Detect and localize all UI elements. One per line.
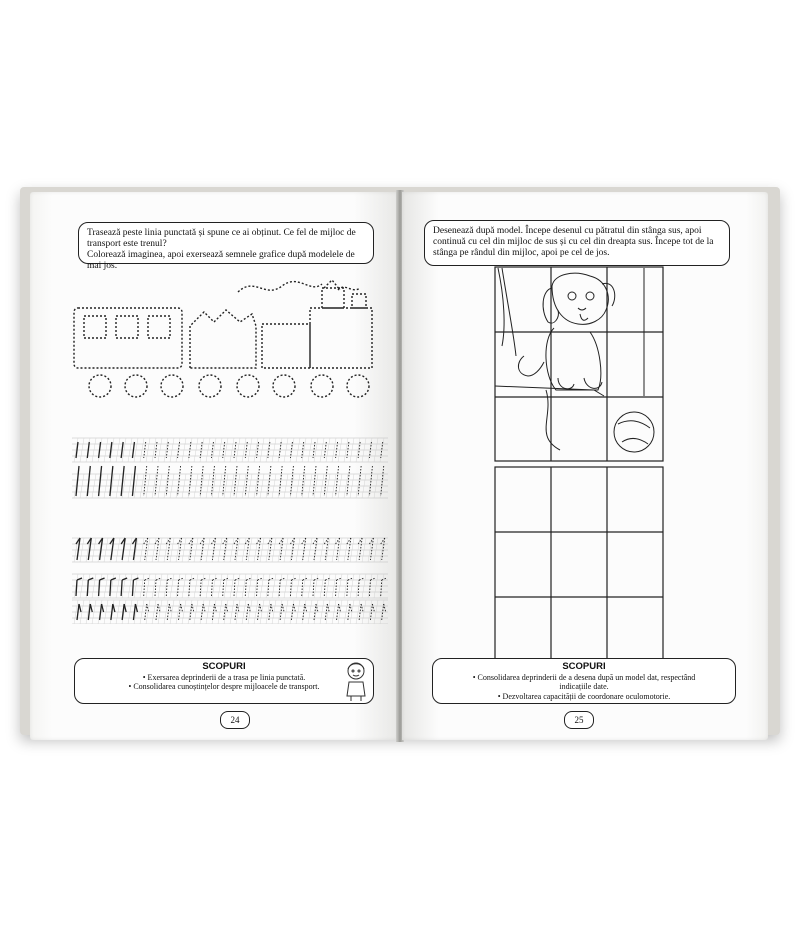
model-drawing-grid	[494, 266, 664, 462]
left-instruction-line1: Trasează peste linia punctată și spune ce ai obținut. Ce fel de mijloc de transport este trenul?	[87, 228, 356, 249]
left-goals-box	[74, 658, 374, 704]
right-page	[402, 192, 768, 740]
right-instruction-box	[424, 220, 730, 266]
left-goal-2: • Consolidarea cunoștințelor despre mijloacele de transport.	[128, 682, 320, 691]
empty-drawing-grid	[494, 466, 664, 662]
left-page	[30, 192, 398, 740]
right-goal-1: • Consolidarea deprinderii de a desena după un model dat, respectând indicațiile date.	[472, 672, 696, 691]
right-page-number: 25	[564, 711, 594, 729]
left-instruction-box	[78, 222, 374, 271]
dotted-train-illustration	[70, 274, 380, 399]
writing-practice-grid	[72, 436, 388, 624]
left-goals-title: SCOPURI	[202, 661, 246, 672]
right-goals-title: SCOPURI	[562, 661, 606, 672]
left-goal-1: • Exersarea deprinderii de a trasa pe linia punctată.	[142, 672, 306, 682]
right-instruction: Desenează după model. Începe desenul cu pătratul din stânga sus, apoi continuă cu cel din mijloc de sus și cu cel din dreapta sus. Începe tot de la stânga pe rândul din mijloc, apoi pe cel de jos.	[433, 226, 714, 258]
left-page-number: 24	[220, 711, 250, 729]
puppy-drawing-icon	[495, 268, 654, 452]
child-mascot-icon	[340, 660, 372, 702]
right-goals-box	[432, 658, 736, 704]
left-instruction-line2: Colorează imaginea, apoi exersează semnele grafice după modelele de mai jos.	[87, 250, 355, 271]
right-goal-2: • Dezvoltarea capacității de coordonare oculomotorie.	[497, 691, 671, 701]
